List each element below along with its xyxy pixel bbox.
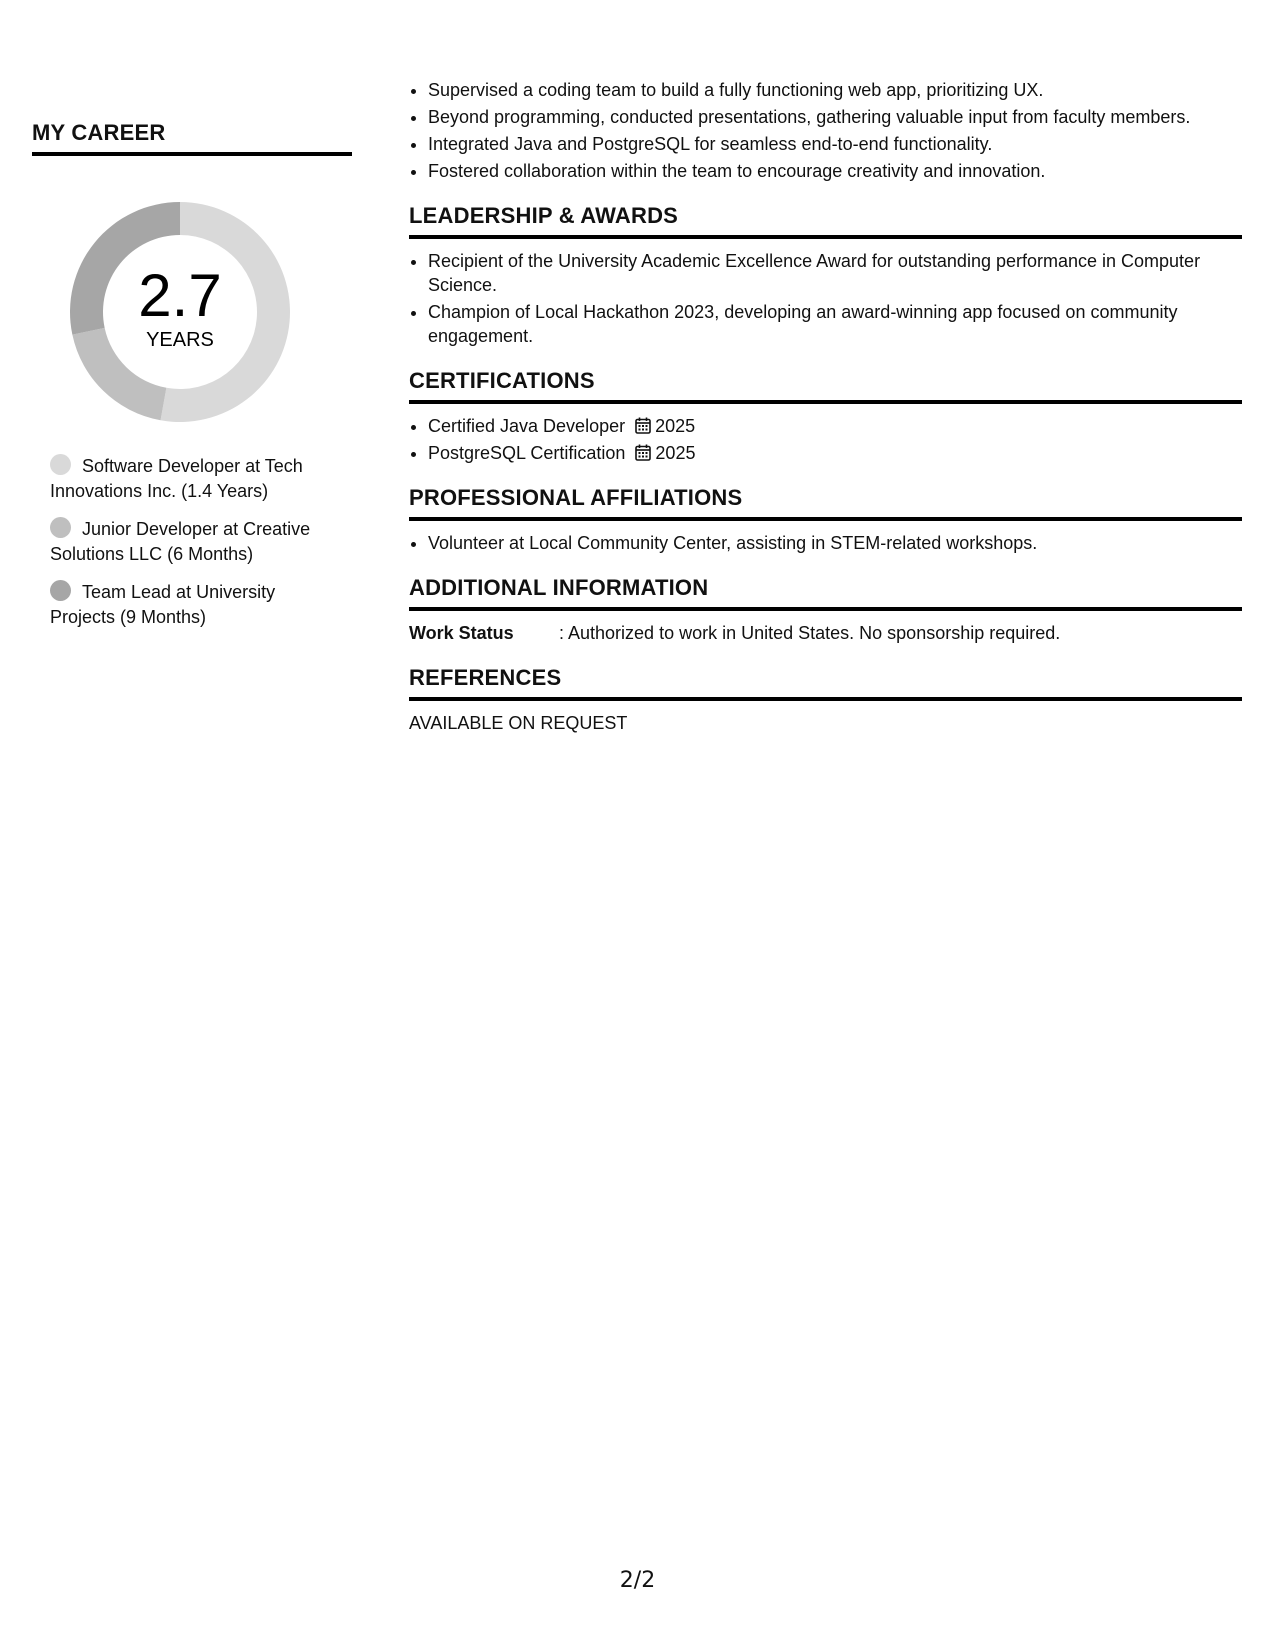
legend-dot-0 xyxy=(50,454,71,475)
list-item xyxy=(428,441,1242,465)
career-donut-chart xyxy=(66,198,294,426)
calendar-icon xyxy=(635,444,651,461)
legend-label: Software Developer at Tech Innovations Inc. (1.4 Years) xyxy=(50,456,303,501)
certification-date xyxy=(635,443,695,463)
work-status-label: Work Status xyxy=(409,623,514,643)
list-item: • Volunteer at Local Community Center, assisting in STEM-related workshops. xyxy=(428,531,1242,555)
work-status-value: : Authorized to work in United States. No sponsorship required. xyxy=(559,623,1061,643)
legend-item xyxy=(50,580,340,630)
certification-name: Certified Java Developer xyxy=(428,416,626,436)
list-item: • Champion of Local Hackathon 2023, developing an award-winning app focused on community engagement. xyxy=(428,300,1242,348)
additional-info-heading: ADDITIONAL INFORMATION xyxy=(409,575,1242,611)
affiliations-section xyxy=(409,485,1242,555)
references-heading: REFERENCES xyxy=(409,665,1242,701)
calendar-icon xyxy=(635,417,651,434)
career-total-unit: YEARS xyxy=(146,329,214,351)
list-item: • Fostered collaboration within the team to encourage creativity and innovation. xyxy=(428,159,1242,183)
career-panel xyxy=(32,120,352,643)
work-status-row xyxy=(409,621,1242,645)
experience-bullets xyxy=(409,78,1242,183)
certification-date xyxy=(635,416,695,436)
chart-center xyxy=(66,198,294,426)
legend-dot-1 xyxy=(50,517,71,538)
legend-dot-2 xyxy=(50,580,71,601)
references-section xyxy=(409,665,1242,735)
legend-label: Junior Developer at Creative Solutions LLC (6 Months) xyxy=(50,519,311,564)
legend-item xyxy=(50,454,340,504)
leadership-heading: LEADERSHIP & AWARDS xyxy=(409,203,1242,239)
list-item xyxy=(428,414,1242,438)
list-item: • Beyond programming, conducted presentations, gathering valuable input from faculty members. xyxy=(428,105,1242,129)
references-text: AVAILABLE ON REQUEST xyxy=(409,713,628,733)
certification-year: 2025 xyxy=(655,443,696,463)
list-item: • Recipient of the University Academic Excellence Award for outstanding performance in Computer Science. xyxy=(428,249,1242,297)
affiliations-list xyxy=(409,531,1242,555)
list-item: • Supervised a coding team to build a fully functioning web app, prioritizing UX. xyxy=(428,78,1242,102)
leadership-section xyxy=(409,203,1242,348)
certifications-section xyxy=(409,368,1242,465)
list-item: • Integrated Java and PostgreSQL for seamless end-to-end functionality. xyxy=(428,132,1242,156)
main-content xyxy=(409,78,1242,735)
career-total-value: 2.7 xyxy=(138,262,222,329)
additional-info-section xyxy=(409,575,1242,645)
legend-item xyxy=(50,517,340,567)
certifications-heading: CERTIFICATIONS xyxy=(409,368,1242,404)
certification-year: 2025 xyxy=(655,416,696,436)
career-heading: MY CAREER xyxy=(32,120,352,156)
page-number: 2/2 xyxy=(619,1568,656,1593)
legend-label: Team Lead at University Projects (9 Months) xyxy=(50,582,276,627)
career-legend xyxy=(50,454,340,630)
certification-name: PostgreSQL Certification xyxy=(428,443,626,463)
certifications-list xyxy=(409,414,1242,465)
affiliations-heading: PROFESSIONAL AFFILIATIONS xyxy=(409,485,1242,521)
leadership-list xyxy=(409,249,1242,348)
